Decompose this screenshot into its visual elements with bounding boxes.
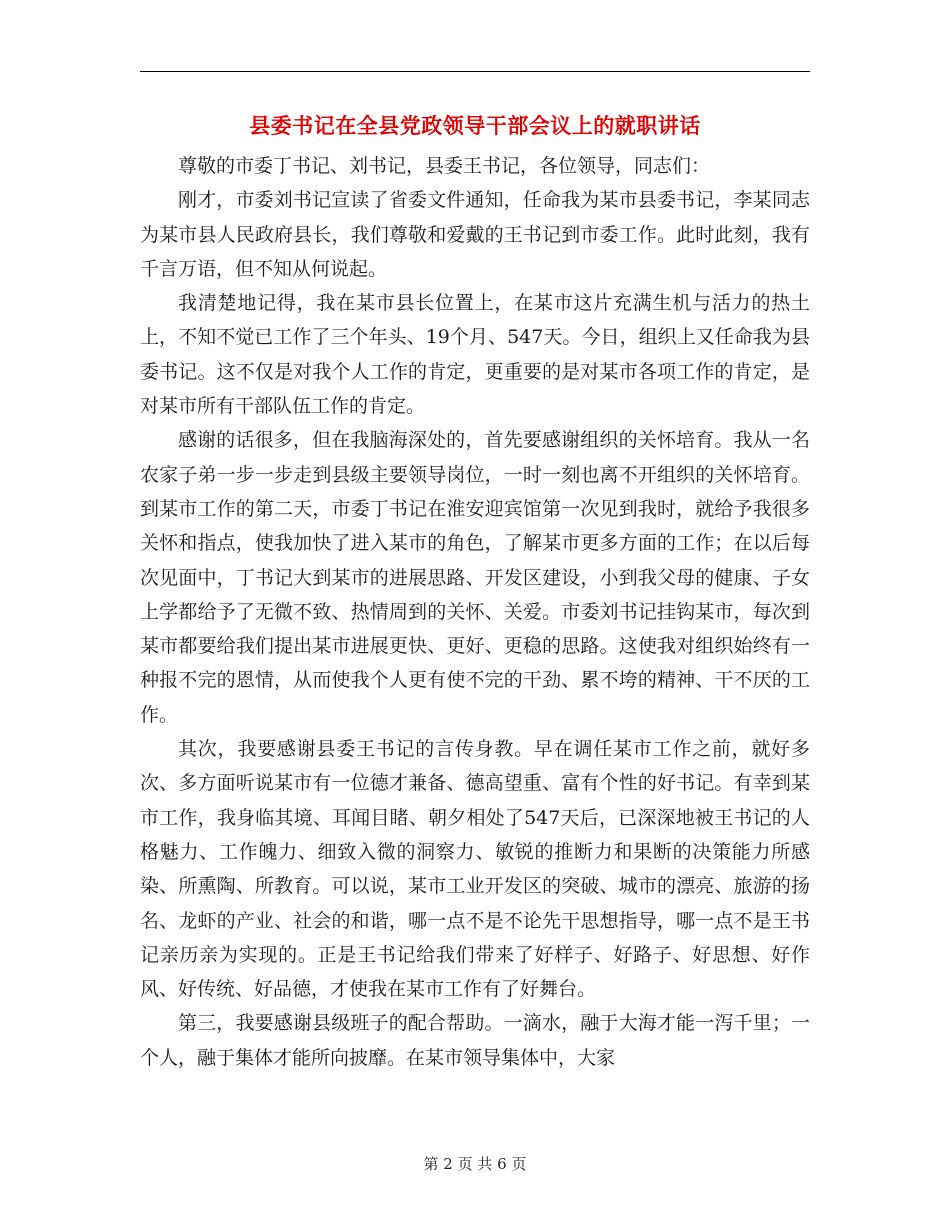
- paragraph: 感谢的话很多，但在我脑海深处的，首先要感谢组织的关怀培育。我从一名农家子弟一步一步走到县级主要领导岗位，一时一刻也离不开组织的关怀培育。到某市工作的第二天，市委丁书记在淮安迎宾馆第一次见到我时，就给予我很多关怀和指点，使我加快了进入某市的角色，了解某市更多方面的工作；在以后每次见面中，丁书记大到某市的进展思路、开发区建设，小到我父母的健康、子女上学都给予了无微不致、热情周到的关怀、关爱。市委刘书记挂钩某市，每次到某市都要给我们提出某市进展更快、更好、更稳的思路。这使我对组织始终有一种报不完的恩情，从而使我个人更有使不完的干劲、累不垮的精神、干不厌的工作。: [140, 429, 810, 726]
- paragraph: 其次，我要感谢县委王书记的言传身教。早在调任某市工作之前，就好多次、多方面听说某市有一位德才兼备、德高望重、富有个性的好书记。有幸到某市工作，我身临其境、耳闻目睹、朝夕相处了547天后，已深深地被王书记的人格魅力、工作魄力、细致入微的洞察力、敏锐的推断力和果断的决策能力所感染、所熏陶、所教育。可以说，某市工业开发区的突破、城市的漂亮、旅游的扬名、龙虾的产业、社会的和谐，哪一点不是不论先干思想指导，哪一点不是王书记亲历亲为实现的。正是王书记给我们带来了好样子、好路子、好思想、好作风、好传统、好品德，才使我在某市工作有了好舞台。: [140, 738, 810, 1001]
- document-title: 县委书记在全县党政领导干部会议上的就职讲话: [249, 113, 701, 138]
- document-body: [140, 149, 810, 1075]
- paragraph: 第三，我要感谢县级班子的配合帮助。一滴水，融于大海才能一泻千里；一个人，融于集体才能所向披靡。在某市领导集体中，大家: [140, 1012, 810, 1069]
- paragraph: 我清楚地记得，我在某市县长位置上，在某市这片充满生机与活力的热土上，不知不觉已工作了三个年头、19个月、547天。今日，组织上又任命我为县委书记。这不仅是对我个人工作的肯定，更重要的是对某市各项工作的肯定，是对某市所有干部队伍工作的肯定。: [140, 292, 810, 418]
- header-rule: [140, 71, 810, 72]
- paragraph: 刚才，市委刘书记宣读了省委文件通知，任命我为某市县委书记，李某同志为某市县人民政府县长，我们尊敬和爱戴的王书记到市委工作。此时此刻，我有千言万语，但不知从何说起。: [140, 189, 810, 280]
- paragraph-salutation: 尊敬的市委丁书记、刘书记，县委王书记，各位领导，同志们：: [178, 155, 711, 177]
- page-number-footer: 第 2 页 共 6 页: [423, 1155, 527, 1173]
